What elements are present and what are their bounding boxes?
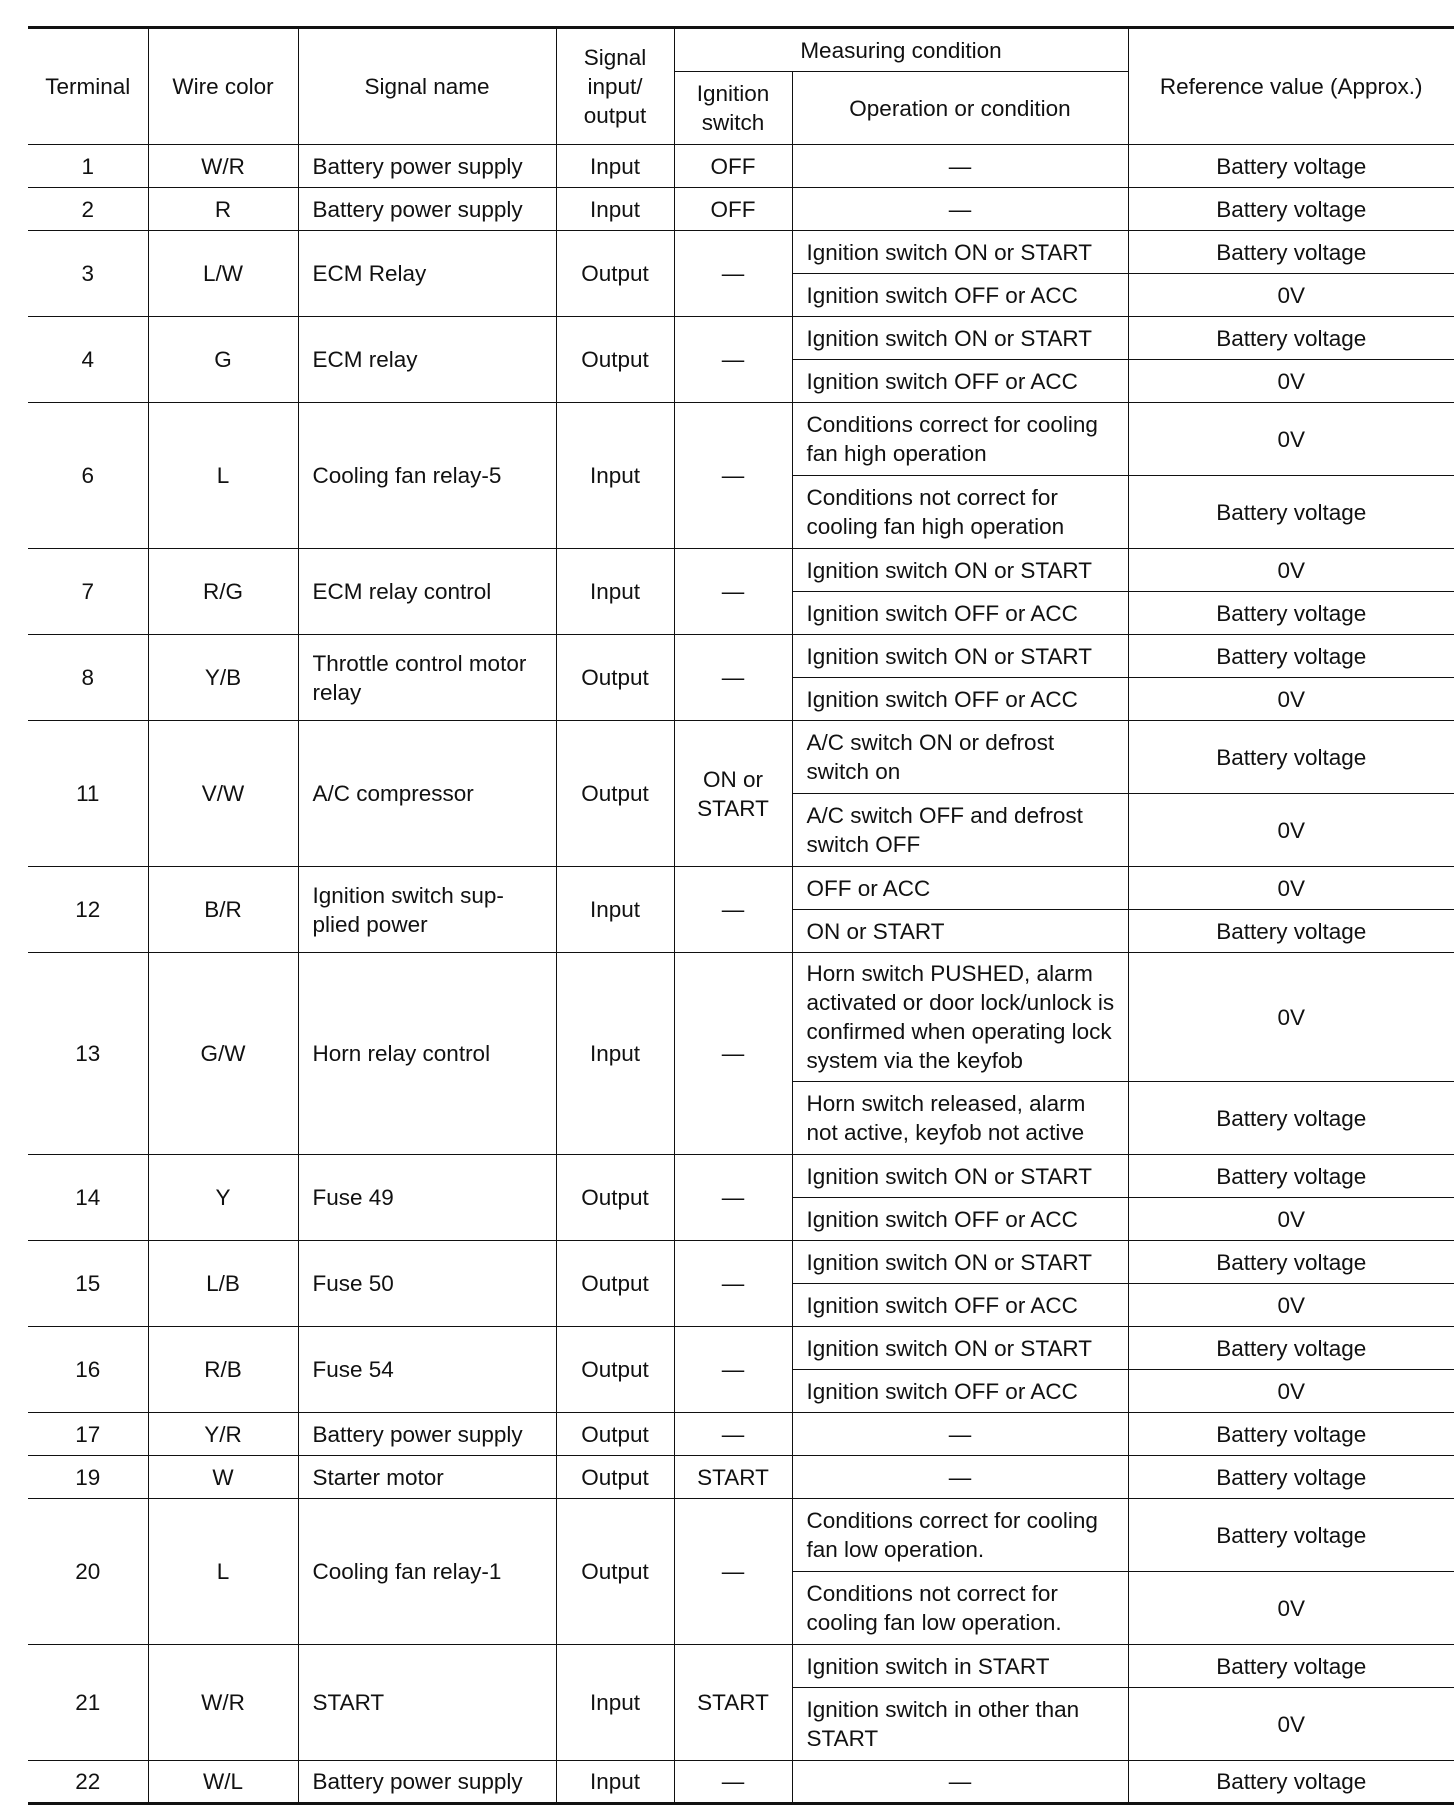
terminal-cell: 8	[28, 635, 148, 721]
reference-value-cell: 0V	[1128, 360, 1454, 403]
table-row	[28, 1413, 1454, 1456]
ignition-switch-cell: START	[674, 1645, 792, 1761]
table-row	[28, 403, 1454, 476]
table-row	[28, 1456, 1454, 1499]
reference-value-cell: Battery voltage	[1128, 188, 1454, 231]
signal-name-cell: Starter motor	[298, 1456, 556, 1499]
ignition-switch-cell: —	[674, 1761, 792, 1804]
terminal-cell: 4	[28, 317, 148, 403]
table-row	[28, 145, 1454, 188]
signal-io-cell: Input	[556, 188, 674, 231]
signal-name-cell: ECM Relay	[298, 231, 556, 317]
ignition-switch-cell: —	[674, 403, 792, 549]
operation-condition-cell: A/C switch OFF and defrost switch OFF	[792, 794, 1128, 867]
operation-condition-cell: Ignition switch OFF or ACC	[792, 274, 1128, 317]
signal-io-cell: Output	[556, 1241, 674, 1327]
reference-value-cell: 0V	[1128, 274, 1454, 317]
wire-color-cell: B/R	[148, 867, 298, 953]
signal-name-cell: A/C compressor	[298, 721, 556, 867]
terminal-cell: 14	[28, 1155, 148, 1241]
signal-io-cell: Output	[556, 1155, 674, 1241]
reference-value-cell: 0V	[1128, 1688, 1454, 1761]
wire-color-cell: R/G	[148, 549, 298, 635]
reference-value-cell: 0V	[1128, 1572, 1454, 1645]
signal-name-cell: Battery power supply	[298, 188, 556, 231]
wire-color-cell: W/L	[148, 1761, 298, 1804]
operation-condition-cell: —	[792, 145, 1128, 188]
ignition-switch-cell: —	[674, 1155, 792, 1241]
reference-value-cell: 0V	[1128, 1370, 1454, 1413]
terminal-cell: 11	[28, 721, 148, 867]
reference-value-cell: Battery voltage	[1128, 1645, 1454, 1688]
reference-value-cell: 0V	[1128, 794, 1454, 867]
operation-condition-cell: —	[792, 1456, 1128, 1499]
terminal-cell: 13	[28, 953, 148, 1155]
operation-condition-cell: —	[792, 1413, 1128, 1456]
signal-io-cell: Input	[556, 1645, 674, 1761]
operation-condition-cell: Ignition switch ON or START	[792, 1241, 1128, 1284]
terminal-cell: 19	[28, 1456, 148, 1499]
wire-color-cell: W/R	[148, 1645, 298, 1761]
header-measuring-condition: Measuring condition	[674, 28, 1128, 72]
signal-io-cell: Output	[556, 1413, 674, 1456]
table-row	[28, 1155, 1454, 1198]
operation-condition-cell: Ignition switch OFF or ACC	[792, 360, 1128, 403]
terminal-cell: 17	[28, 1413, 148, 1456]
operation-condition-cell: Conditions not correct for cooling fan low operation.	[792, 1572, 1128, 1645]
signal-io-cell: Output	[556, 317, 674, 403]
operation-condition-cell: —	[792, 1761, 1128, 1804]
reference-value-cell: Battery voltage	[1128, 1499, 1454, 1572]
ignition-switch-cell: OFF	[674, 188, 792, 231]
header-reference-value: Reference value (Approx.)	[1128, 28, 1454, 145]
signal-io-cell: Output	[556, 1499, 674, 1645]
table-row	[28, 953, 1454, 1082]
terminal-cell: 1	[28, 145, 148, 188]
wire-color-cell: G/W	[148, 953, 298, 1155]
reference-value-cell: Battery voltage	[1128, 1082, 1454, 1155]
terminal-cell: 16	[28, 1327, 148, 1413]
signal-name-cell: Cooling fan relay-1	[298, 1499, 556, 1645]
terminal-reference-sheet	[28, 26, 1454, 1805]
reference-value-cell: Battery voltage	[1128, 1761, 1454, 1804]
operation-condition-cell: Ignition switch ON or START	[792, 231, 1128, 274]
operation-condition-cell: Ignition switch OFF or ACC	[792, 1370, 1128, 1413]
reference-value-cell: Battery voltage	[1128, 910, 1454, 953]
operation-condition-cell: Ignition switch in other than START	[792, 1688, 1128, 1761]
table-row	[28, 188, 1454, 231]
signal-io-cell: Output	[556, 1456, 674, 1499]
header-signal-name: Signal name	[298, 28, 556, 145]
operation-condition-cell: Horn switch released, alarm not active, keyfob not active	[792, 1082, 1128, 1155]
ignition-switch-cell: —	[674, 953, 792, 1155]
operation-condition-cell: Ignition switch OFF or ACC	[792, 592, 1128, 635]
operation-condition-cell: Ignition switch OFF or ACC	[792, 1284, 1128, 1327]
reference-value-cell: 0V	[1128, 1198, 1454, 1241]
terminal-cell: 2	[28, 188, 148, 231]
terminal-table	[28, 26, 1454, 1805]
table-row	[28, 635, 1454, 678]
operation-condition-cell: Ignition switch ON or START	[792, 317, 1128, 360]
signal-name-cell: Horn relay control	[298, 953, 556, 1155]
ignition-switch-cell: START	[674, 1456, 792, 1499]
wire-color-cell: G	[148, 317, 298, 403]
operation-condition-cell: Conditions correct for cooling fan high operation	[792, 403, 1128, 476]
reference-value-cell: Battery voltage	[1128, 721, 1454, 794]
operation-condition-cell: Ignition switch OFF or ACC	[792, 678, 1128, 721]
signal-io-cell: Output	[556, 635, 674, 721]
terminal-cell: 7	[28, 549, 148, 635]
header-signal-io: Signal input/ output	[556, 28, 674, 145]
reference-value-cell: 0V	[1128, 953, 1454, 1082]
table-row	[28, 1499, 1454, 1572]
reference-value-cell: Battery voltage	[1128, 145, 1454, 188]
signal-io-cell: Output	[556, 231, 674, 317]
operation-condition-cell: Ignition switch in START	[792, 1645, 1128, 1688]
ignition-switch-cell: —	[674, 549, 792, 635]
table-row	[28, 1761, 1454, 1804]
reference-value-cell: 0V	[1128, 678, 1454, 721]
table-row	[28, 231, 1454, 274]
ignition-switch-cell: —	[674, 867, 792, 953]
operation-condition-cell: —	[792, 188, 1128, 231]
signal-io-cell: Input	[556, 549, 674, 635]
signal-io-cell: Input	[556, 1761, 674, 1804]
operation-condition-cell: Conditions not correct for cooling fan high operation	[792, 476, 1128, 549]
terminal-cell: 12	[28, 867, 148, 953]
table-header	[28, 28, 1454, 145]
signal-name-cell: Fuse 50	[298, 1241, 556, 1327]
signal-io-cell: Input	[556, 145, 674, 188]
operation-condition-cell: Ignition switch ON or START	[792, 549, 1128, 592]
wire-color-cell: L/B	[148, 1241, 298, 1327]
terminal-cell: 15	[28, 1241, 148, 1327]
signal-io-cell: Output	[556, 721, 674, 867]
table-row	[28, 721, 1454, 794]
table-row	[28, 1241, 1454, 1284]
ignition-switch-cell: —	[674, 231, 792, 317]
header-wire-color: Wire color	[148, 28, 298, 145]
signal-name-cell: Battery power supply	[298, 1761, 556, 1804]
terminal-cell: 21	[28, 1645, 148, 1761]
ignition-switch-cell: —	[674, 1241, 792, 1327]
signal-name-cell: Cooling fan relay-5	[298, 403, 556, 549]
signal-name-cell: Battery power supply	[298, 1413, 556, 1456]
table-row	[28, 549, 1454, 592]
wire-color-cell: W	[148, 1456, 298, 1499]
table-row	[28, 867, 1454, 910]
operation-condition-cell: OFF or ACC	[792, 867, 1128, 910]
signal-io-cell: Input	[556, 953, 674, 1155]
terminal-cell: 3	[28, 231, 148, 317]
signal-name-cell: ECM relay	[298, 317, 556, 403]
signal-io-cell: Input	[556, 867, 674, 953]
reference-value-cell: Battery voltage	[1128, 592, 1454, 635]
reference-value-cell: Battery voltage	[1128, 476, 1454, 549]
operation-condition-cell: A/C switch ON or defrost switch on	[792, 721, 1128, 794]
table-body	[28, 145, 1454, 1804]
reference-value-cell: Battery voltage	[1128, 317, 1454, 360]
reference-value-cell: 0V	[1128, 1284, 1454, 1327]
signal-io-cell: Input	[556, 403, 674, 549]
ignition-switch-cell: ON or START	[674, 721, 792, 867]
table-row	[28, 1327, 1454, 1370]
operation-condition-cell: Ignition switch ON or START	[792, 1327, 1128, 1370]
wire-color-cell: V/W	[148, 721, 298, 867]
signal-io-cell: Output	[556, 1327, 674, 1413]
header-ignition-switch: Ignition switch	[674, 72, 792, 145]
wire-color-cell: Y	[148, 1155, 298, 1241]
wire-color-cell: R	[148, 188, 298, 231]
wire-color-cell: R/B	[148, 1327, 298, 1413]
wire-color-cell: Y/R	[148, 1413, 298, 1456]
operation-condition-cell: Ignition switch OFF or ACC	[792, 1198, 1128, 1241]
signal-name-cell: Ignition switch sup-plied power	[298, 867, 556, 953]
operation-condition-cell: ON or START	[792, 910, 1128, 953]
signal-name-cell: Fuse 49	[298, 1155, 556, 1241]
wire-color-cell: L/W	[148, 231, 298, 317]
reference-value-cell: Battery voltage	[1128, 231, 1454, 274]
reference-value-cell: Battery voltage	[1128, 635, 1454, 678]
reference-value-cell: 0V	[1128, 867, 1454, 910]
ignition-switch-cell: —	[674, 635, 792, 721]
terminal-cell: 20	[28, 1499, 148, 1645]
header-terminal: Terminal	[28, 28, 148, 145]
operation-condition-cell: Ignition switch ON or START	[792, 635, 1128, 678]
reference-value-cell: Battery voltage	[1128, 1241, 1454, 1284]
terminal-cell: 22	[28, 1761, 148, 1804]
wire-color-cell: W/R	[148, 145, 298, 188]
ignition-switch-cell: —	[674, 1413, 792, 1456]
reference-value-cell: Battery voltage	[1128, 1413, 1454, 1456]
operation-condition-cell: Horn switch PUSHED, alarm activated or door lock/unlock is confirmed when operating lock system via the keyfob	[792, 953, 1128, 1082]
wire-color-cell: L	[148, 1499, 298, 1645]
operation-condition-cell: Conditions correct for cooling fan low operation.	[792, 1499, 1128, 1572]
table-row	[28, 317, 1454, 360]
signal-name-cell: ECM relay control	[298, 549, 556, 635]
reference-value-cell: 0V	[1128, 403, 1454, 476]
signal-name-cell: Battery power supply	[298, 145, 556, 188]
terminal-cell: 6	[28, 403, 148, 549]
reference-value-cell: 0V	[1128, 549, 1454, 592]
header-operation-condition: Operation or condition	[792, 72, 1128, 145]
wire-color-cell: L	[148, 403, 298, 549]
reference-value-cell: Battery voltage	[1128, 1155, 1454, 1198]
table-row	[28, 1645, 1454, 1688]
signal-name-cell: Throttle control motor relay	[298, 635, 556, 721]
wire-color-cell: Y/B	[148, 635, 298, 721]
signal-name-cell: START	[298, 1645, 556, 1761]
reference-value-cell: Battery voltage	[1128, 1327, 1454, 1370]
signal-name-cell: Fuse 54	[298, 1327, 556, 1413]
ignition-switch-cell: OFF	[674, 145, 792, 188]
ignition-switch-cell: —	[674, 1499, 792, 1645]
operation-condition-cell: Ignition switch ON or START	[792, 1155, 1128, 1198]
ignition-switch-cell: —	[674, 1327, 792, 1413]
reference-value-cell: Battery voltage	[1128, 1456, 1454, 1499]
ignition-switch-cell: —	[674, 317, 792, 403]
